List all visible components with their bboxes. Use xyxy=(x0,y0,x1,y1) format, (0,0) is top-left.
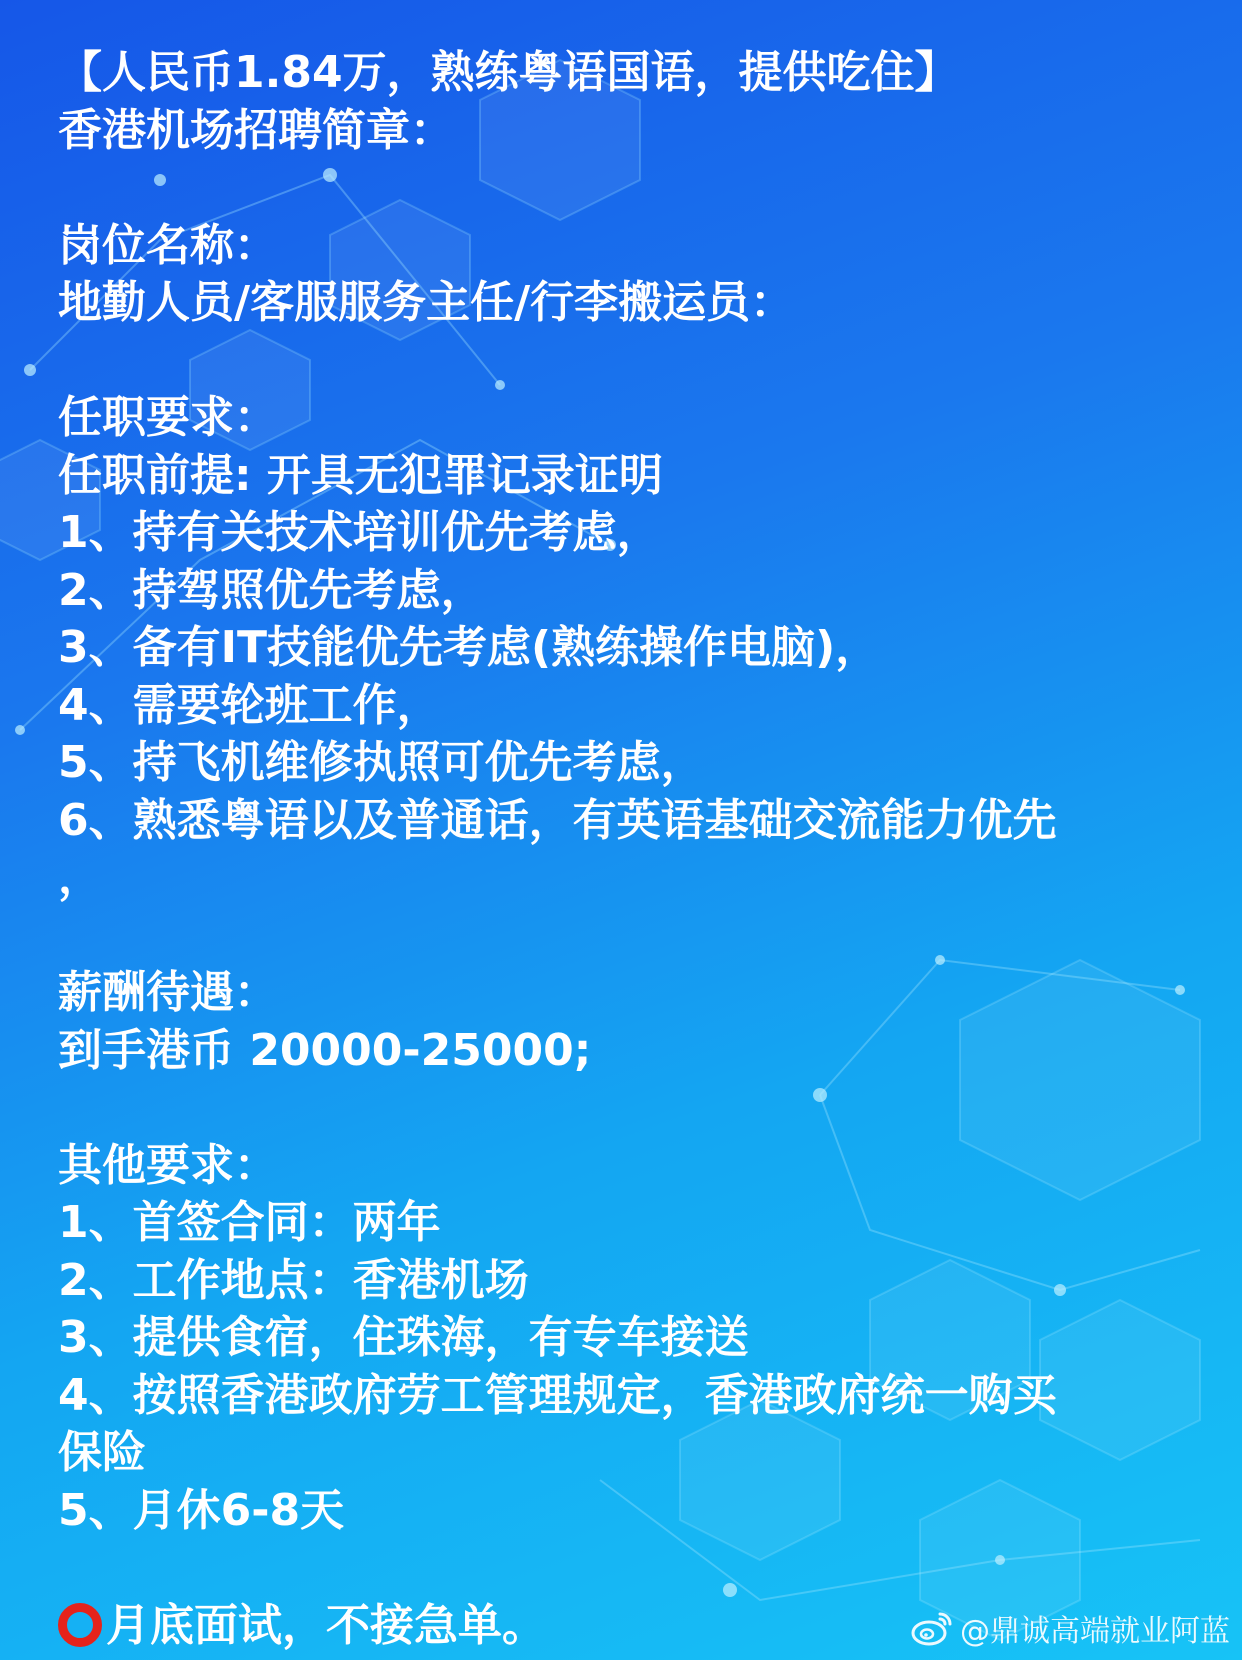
salary-value: 到手港币 20000-25000; xyxy=(58,1024,592,1076)
weibo-icon xyxy=(910,1608,954,1648)
position-value: 地勤人员/客服服务主任/行李搬运员： xyxy=(58,277,795,328)
spacer xyxy=(58,332,1198,390)
requirement-item: 2、持驾照优先考虑， xyxy=(58,564,485,616)
requirements-heading: 任职要求： xyxy=(58,392,278,443)
requirements-premise: 任职前提: 开具无犯罪记录证明 xyxy=(58,449,663,501)
requirement-item: 5、持飞机维修执照可优先考虑， xyxy=(58,737,705,788)
other-item: 5、月休6-8天 xyxy=(58,1484,345,1536)
red-circle-icon xyxy=(58,1603,102,1647)
watermark-text: @鼎诚高端就业阿蓝 xyxy=(960,1614,1230,1649)
other-item: 4、按照香港政府劳工管理规定，香港政府统一购买 xyxy=(58,1369,1057,1421)
other-heading: 其他要求： xyxy=(58,1139,278,1191)
other-item: 保险 xyxy=(58,1427,146,1478)
other-item: 2、工作地点：香港机场 xyxy=(58,1254,529,1306)
spacer xyxy=(58,159,1198,217)
salary-heading: 薪酬待遇： xyxy=(58,967,278,1018)
watermark xyxy=(910,1604,1230,1652)
title-line-1: 【人民币1.84万，熟练粤语国语，提供吃住】 xyxy=(58,47,959,98)
spacer xyxy=(58,1079,1198,1137)
other-item: 1、首签合同：两年 xyxy=(58,1197,441,1248)
requirement-item: ， xyxy=(58,852,102,903)
other-item: 3、提供食宿，住珠海，有专车接送 xyxy=(58,1312,749,1363)
footer-note-text: 月底面试，不接急单。 xyxy=(106,1599,546,1651)
recruitment-notice xyxy=(58,44,1198,1654)
spacer xyxy=(58,907,1198,965)
spacer xyxy=(58,1539,1198,1597)
position-heading: 岗位名称： xyxy=(58,219,278,271)
requirement-item: 3、备有IT技能优先考虑(熟练操作电脑)， xyxy=(58,622,880,673)
requirement-item: 1、持有关技术培训优先考虑， xyxy=(58,507,661,558)
requirement-item: 6、熟悉粤语以及普通话，有英语基础交流能力优先 xyxy=(58,794,1057,846)
requirement-item: 4、需要轮班工作， xyxy=(58,679,441,731)
title-line-2: 香港机场招聘简章： xyxy=(58,104,454,156)
